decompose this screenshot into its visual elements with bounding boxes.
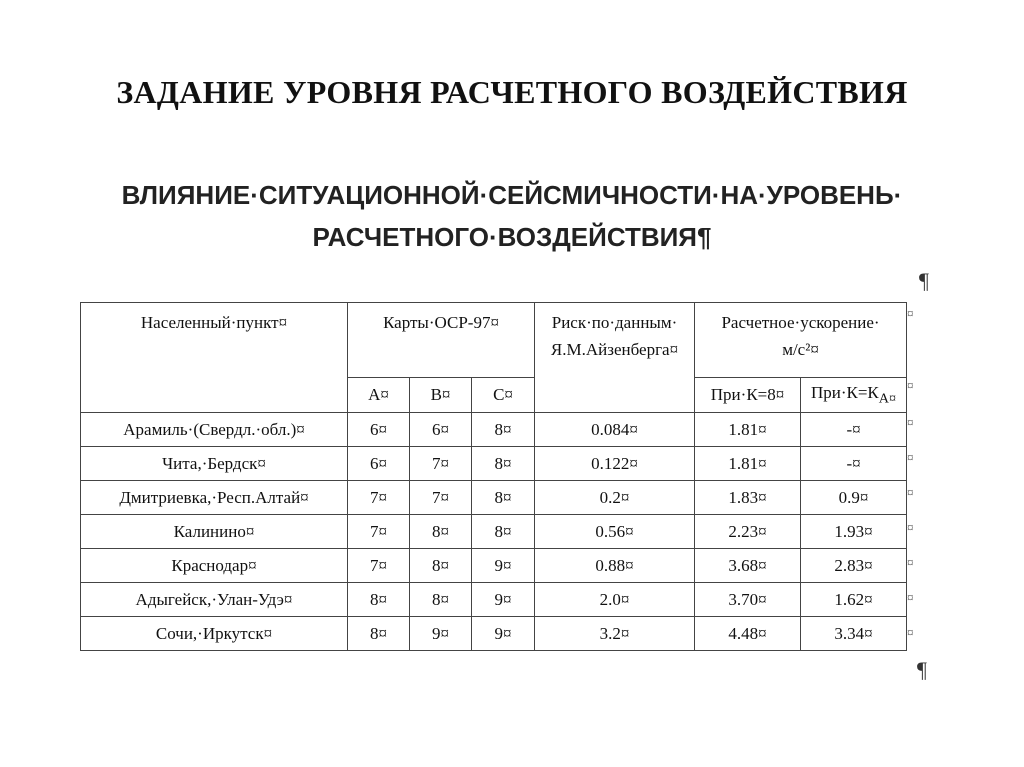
- city-cell: Краснодар¤: [81, 549, 348, 583]
- table-caption-line-2: РАСЧЕТНОГО·ВОЗДЕЙСТВИЯ¶: [312, 222, 712, 252]
- ka-cell: 2.83¤: [801, 549, 907, 583]
- table-caption-line-1: ВЛИЯНИЕ·СИТУАЦИОННОЙ·СЕЙСМИЧНОСТИ·НА·УРОВЕНЬ·: [121, 180, 903, 210]
- header-maps: Карты·ОСР-97¤: [348, 303, 535, 378]
- risk-cell: 2.0¤: [535, 583, 695, 617]
- header-city: Населенный·пункт¤: [81, 303, 348, 413]
- risk-cell: 0.084¤: [535, 413, 695, 447]
- map-a-cell: 8¤: [348, 617, 410, 651]
- table-row: [81, 447, 907, 481]
- k8-cell: 1.81¤: [695, 447, 801, 481]
- map-b-cell: 8¤: [410, 583, 472, 617]
- table-row: [81, 583, 907, 617]
- map-b-cell: 6¤: [410, 413, 472, 447]
- ka-cell: 1.93¤: [801, 515, 907, 549]
- header-risk: Риск·по·данным· Я.М.Айзенберга¤: [535, 303, 695, 413]
- map-a-cell: 6¤: [348, 413, 410, 447]
- k8-cell: 1.81¤: [695, 413, 801, 447]
- k8-cell: 4.48¤: [695, 617, 801, 651]
- row-end-mark: ¤: [907, 520, 914, 535]
- k8-cell: 2.23¤: [695, 515, 801, 549]
- table-header-row: [81, 303, 907, 378]
- ka-cell: 3.34¤: [801, 617, 907, 651]
- ka-cell: -¤: [801, 447, 907, 481]
- map-a-cell: 8¤: [348, 583, 410, 617]
- row-end-mark: ¤: [907, 378, 914, 393]
- k8-cell: 3.70¤: [695, 583, 801, 617]
- map-c-cell: 8¤: [472, 481, 535, 515]
- k8-cell: 1.83¤: [695, 481, 801, 515]
- ka-cell: -¤: [801, 413, 907, 447]
- paragraph-mark: ¶: [919, 268, 929, 293]
- table-row: [81, 481, 907, 515]
- header-map-b: B¤: [410, 378, 472, 413]
- city-cell: Арамиль·(Свердл.·обл.)¤: [81, 413, 348, 447]
- paragraph-mark: ¶: [917, 657, 927, 682]
- header-map-c: C¤: [472, 378, 535, 413]
- row-end-mark: ¤: [907, 625, 914, 640]
- map-b-cell: 7¤: [410, 447, 472, 481]
- risk-cell: 0.56¤: [535, 515, 695, 549]
- map-c-cell: 8¤: [472, 515, 535, 549]
- header-ka: $При\cdot К=К_{А¤}$: [801, 378, 907, 413]
- map-b-cell: 7¤: [410, 481, 472, 515]
- map-b-cell: 8¤: [410, 549, 472, 583]
- header-k8: При·К=8¤: [695, 378, 801, 413]
- slide-title: ЗАДАНИЕ УРОВНЯ РАСЧЕТНОГО ВОЗДЕЙСТВИЯ: [116, 74, 908, 110]
- city-cell: Чита,·Бердск¤: [81, 447, 348, 481]
- map-c-cell: 9¤: [472, 549, 535, 583]
- row-end-mark: ¤: [907, 555, 914, 570]
- map-b-cell: 8¤: [410, 515, 472, 549]
- map-c-cell: 8¤: [472, 447, 535, 481]
- row-end-mark: ¤: [907, 590, 914, 605]
- risk-cell: 0.2¤: [535, 481, 695, 515]
- map-c-cell: 9¤: [472, 617, 535, 651]
- city-cell: Калинино¤: [81, 515, 348, 549]
- table-row: [81, 617, 907, 651]
- table-row: [81, 515, 907, 549]
- k8-cell: 3.68¤: [695, 549, 801, 583]
- row-end-mark: ¤: [907, 306, 914, 321]
- header-map-a: A¤: [348, 378, 410, 413]
- map-c-cell: 8¤: [472, 413, 535, 447]
- risk-cell: 3.2¤: [535, 617, 695, 651]
- row-end-mark: ¤: [907, 450, 914, 465]
- map-b-cell: 9¤: [410, 617, 472, 651]
- header-acceleration: Расчетное·ускорение· м/с²¤: [695, 303, 907, 378]
- risk-cell: 0.122¤: [535, 447, 695, 481]
- map-c-cell: 9¤: [472, 583, 535, 617]
- table-row: [81, 549, 907, 583]
- ka-cell: 0.9¤: [801, 481, 907, 515]
- city-cell: Сочи,·Иркутск¤: [81, 617, 348, 651]
- row-end-mark: ¤: [907, 415, 914, 430]
- city-cell: Адыгейск,·Улан-Удэ¤: [81, 583, 348, 617]
- row-end-mark: ¤: [907, 485, 914, 500]
- table-row: [81, 413, 907, 447]
- map-a-cell: 7¤: [348, 515, 410, 549]
- city-cell: Дмитриевка,·Респ.Алтай¤: [81, 481, 348, 515]
- risk-cell: 0.88¤: [535, 549, 695, 583]
- ka-cell: 1.62¤: [801, 583, 907, 617]
- map-a-cell: 7¤: [348, 481, 410, 515]
- map-a-cell: 6¤: [348, 447, 410, 481]
- map-a-cell: 7¤: [348, 549, 410, 583]
- seismic-table: [80, 302, 907, 651]
